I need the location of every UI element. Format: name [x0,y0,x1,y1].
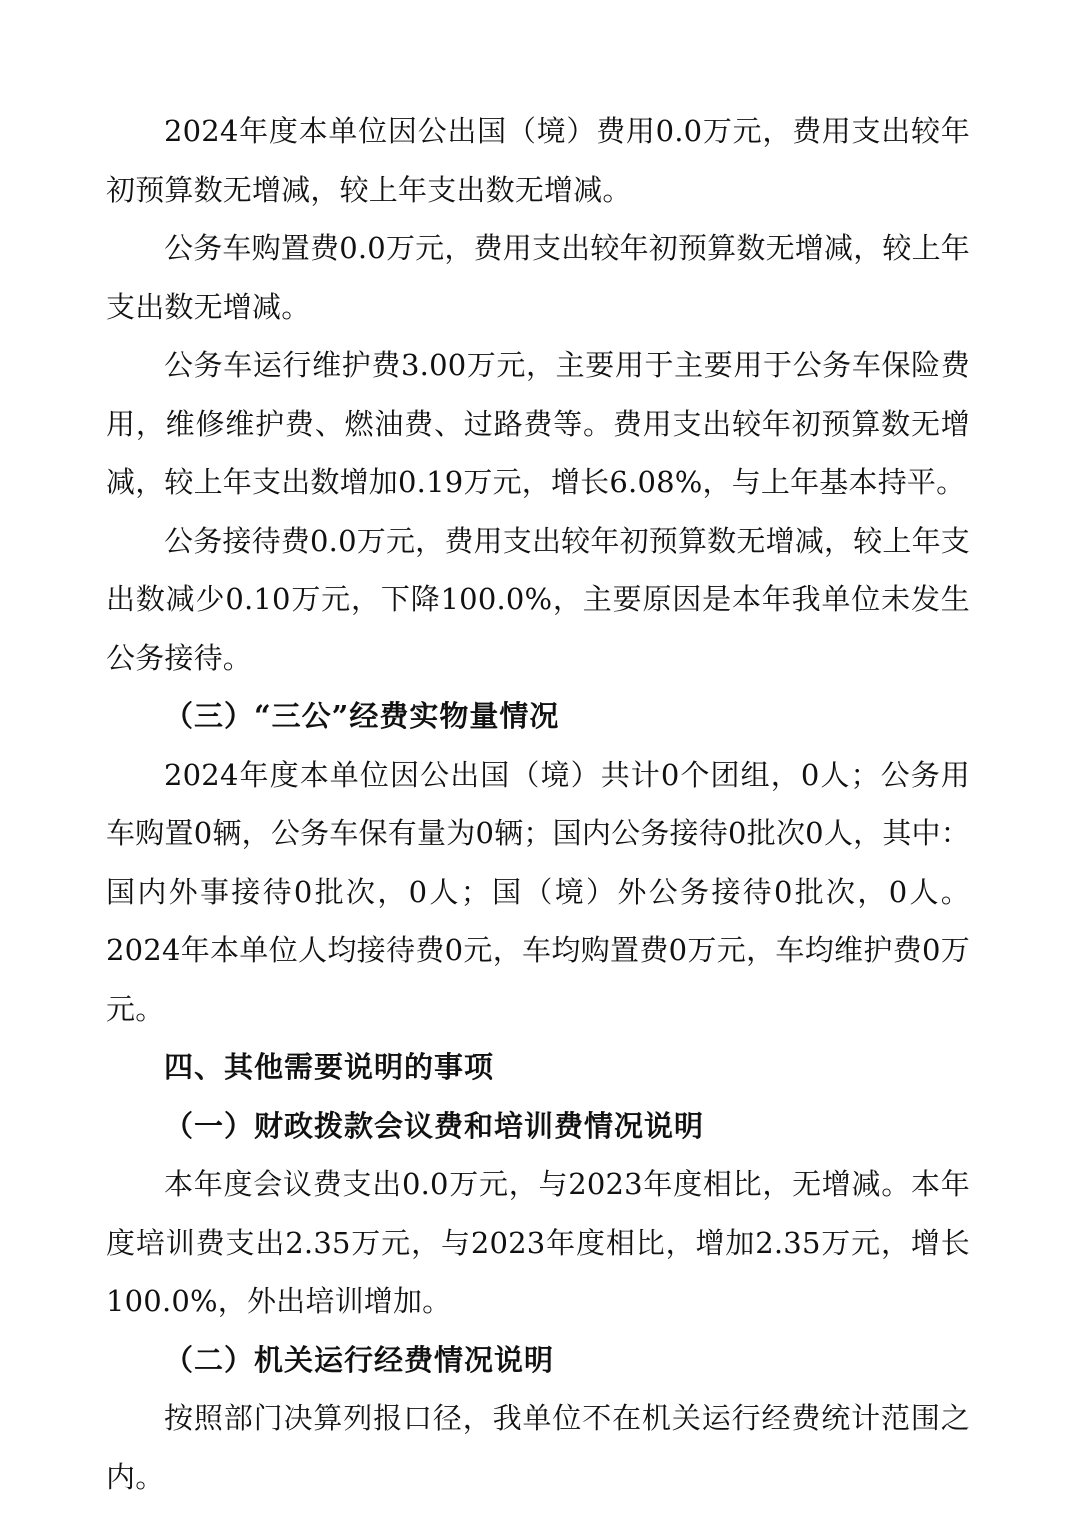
paragraph-physical-quantity: 2024年度本单位因公出国（境）共计0个团组，0人；公务用车购置0辆，公务车保有量为0辆；国内公务接待0批次0人，其中：国内外事接待0批次，0人；国（境）外公务接待0批次，0人。2024年本单位人均接待费0元，车均购置费0万元，车均维护费0万元。 [106,757,970,1026]
heading-physical-quantity: （三）“三公”经费实物量情况 [164,699,560,733]
paragraph-overseas-expense: 2024年度本单位因公出国（境）费用0.0万元，费用支出较年初预算数无增减，较上年支出数无增减。 [106,114,970,207]
paragraph-vehicle-maintenance: 公务车运行维护费3.00万元，主要用于主要用于公务车保险费用，维修维护费、燃油费、过路费等。费用支出较年初预算数无增减，较上年支出数增加0.19万元，增长6.08%，与上年基本持平。 [106,348,970,499]
paragraph-operating-expense: 按照部门决算列报口径，我单位不在机关运行经费统计范围之内。 [106,1401,970,1494]
paragraph-reception-expense: 公务接待费0.0万元，费用支出较年初预算数无增减，较上年支出数减少0.10万元，下降100.0%，主要原因是本年我单位未发生公务接待。 [106,523,970,675]
paragraph-vehicle-purchase: 公务车购置费0.0万元，费用支出较年初预算数无增减，较上年支出数无增减。 [106,231,970,324]
heading-operating-expense: （二）机关运行经费情况说明 [164,1342,555,1377]
heading-meeting-training: （一）财政拨款会议费和培训费情况说明 [164,1108,705,1143]
document-page [106,102,970,1506]
heading-other-matters: 四、其他需要说明的事项 [164,1050,495,1084]
paragraph-meeting-training: 本年度会议费支出0.0万元，与2023年度相比，无增减。本年度培训费支出2.35万元，与2023年度相比，增加2.35万元，增长100.0%，外出培训增加。 [106,1167,970,1318]
